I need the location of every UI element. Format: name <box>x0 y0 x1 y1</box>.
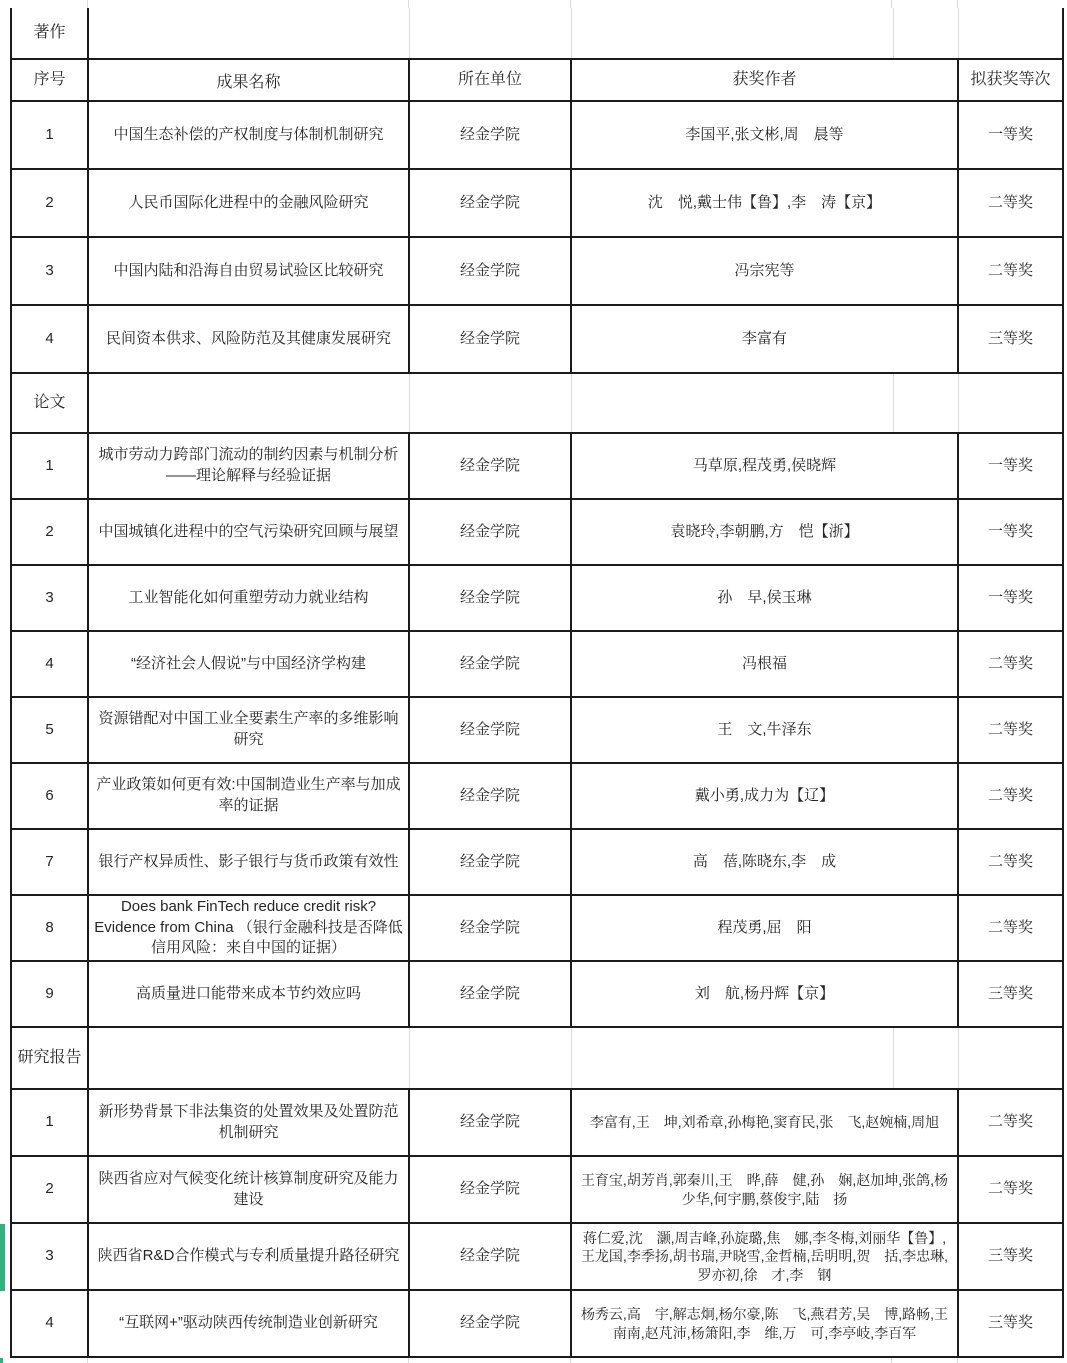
awards-table <box>10 8 1064 1358</box>
achievement-name: 陕西省R&D合作模式与专利质量提升路径研究 <box>89 1224 410 1289</box>
empty-cell <box>572 8 959 58</box>
row-index: 8 <box>12 896 89 960</box>
empty-cell <box>959 1028 1064 1088</box>
table-row <box>10 1224 1064 1291</box>
section-row-books <box>10 8 1064 60</box>
achievement-name: “互联网+”驱动陕西传统制造业创新研究 <box>89 1291 410 1356</box>
table-row <box>10 102 1064 170</box>
row-index: 1 <box>12 434 89 498</box>
section-row-reports <box>10 1028 1064 1090</box>
gridline <box>570 1358 571 1363</box>
authors: 杨秀云,高 宇,解志炯,杨尔豪,陈 飞,燕君芳,吴 博,路畅,王南南,赵芃沛,杨箫阳,李 维,万 可,李亭岐,李百军 <box>572 1291 959 1356</box>
header-unit: 所在单位 <box>410 60 572 100</box>
award-level: 三等奖 <box>959 962 1064 1026</box>
header-index: 序号 <box>12 60 89 100</box>
empty-cell <box>410 8 572 58</box>
award-level: 二等奖 <box>959 632 1064 696</box>
unit: 经金学院 <box>410 698 572 762</box>
achievement-name: 中国城镇化进程中的空气污染研究回顾与展望 <box>89 500 410 564</box>
empty-cell <box>572 374 959 432</box>
unit: 经金学院 <box>410 764 572 828</box>
table-row <box>10 306 1064 374</box>
gridline <box>893 8 894 58</box>
award-level: 二等奖 <box>959 830 1064 894</box>
authors: 冯根福 <box>572 632 959 696</box>
unit: 经金学院 <box>410 170 572 236</box>
achievement-name: Does bank FinTech reduce credit risk? Evidence from China （银行金融科技是否降低信用风险：来自中国的证据） <box>89 896 410 960</box>
unit: 经金学院 <box>410 632 572 696</box>
award-level: 二等奖 <box>959 1090 1064 1155</box>
authors: 王育宝,胡芳肖,郭秦川,王 晔,薛 健,孙 娴,赵加坤,张鸽,杨少华,何宇鹏,蔡俊宇,陆 扬 <box>572 1157 959 1222</box>
gridline <box>891 1358 892 1363</box>
section-label: 著作 <box>12 8 89 58</box>
authors: 王 文,牛泽东 <box>572 698 959 762</box>
unit: 经金学院 <box>410 238 572 304</box>
header-award: 拟获奖等次 <box>959 60 1064 100</box>
header-authors: 获奖作者 <box>572 60 959 100</box>
gridline <box>408 0 409 8</box>
table-row <box>10 170 1064 238</box>
gridline <box>891 0 892 8</box>
unit: 经金学院 <box>410 896 572 960</box>
award-level: 一等奖 <box>959 566 1064 630</box>
gridline <box>570 0 571 8</box>
unit: 经金学院 <box>410 306 572 372</box>
achievement-name: 资源错配对中国工业全要素生产率的多维影响研究 <box>89 698 410 762</box>
achievement-name: 高质量进口能带来成本节约效应吗 <box>89 962 410 1026</box>
achievement-name: 中国内陆和沿海自由贸易试验区比较研究 <box>89 238 410 304</box>
authors: 程茂勇,屈 阳 <box>572 896 959 960</box>
unit: 经金学院 <box>410 1224 572 1289</box>
award-level: 一等奖 <box>959 434 1064 498</box>
authors: 冯宗宪等 <box>572 238 959 304</box>
gridline <box>957 1358 958 1363</box>
authors: 孙 早,侯玉琳 <box>572 566 959 630</box>
award-level: 二等奖 <box>959 170 1064 236</box>
award-level: 一等奖 <box>959 500 1064 564</box>
table-row <box>10 764 1064 830</box>
row-index: 3 <box>12 1224 89 1289</box>
table-row <box>10 238 1064 306</box>
row-index: 5 <box>12 698 89 762</box>
achievement-name: “经济社会人假说”与中国经济学构建 <box>89 632 410 696</box>
table-row <box>10 962 1064 1028</box>
award-level: 一等奖 <box>959 102 1064 168</box>
achievement-name: 工业智能化如何重塑劳动力就业结构 <box>89 566 410 630</box>
unit: 经金学院 <box>410 434 572 498</box>
row-highlight-marker <box>0 1224 5 1291</box>
award-level: 三等奖 <box>959 1291 1064 1356</box>
unit: 经金学院 <box>410 1090 572 1155</box>
section-label: 研究报告 <box>12 1028 89 1088</box>
gridline <box>87 1358 88 1363</box>
gridline <box>893 374 894 432</box>
table-header-row <box>10 60 1064 102</box>
achievement-name: 银行产权异质性、影子银行与货币政策有效性 <box>89 830 410 894</box>
gridline <box>957 0 958 8</box>
row-index: 2 <box>12 1157 89 1222</box>
row-index: 1 <box>12 102 89 168</box>
unit: 经金学院 <box>410 1157 572 1222</box>
authors: 戴小勇,成力为【辽】 <box>572 764 959 828</box>
table-row <box>10 1090 1064 1157</box>
row-index: 4 <box>12 1291 89 1356</box>
empty-cell <box>959 8 1064 58</box>
achievement-name: 人民币国际化进程中的金融风险研究 <box>89 170 410 236</box>
award-level: 二等奖 <box>959 1157 1064 1222</box>
partial-grid-row-top <box>10 0 1064 8</box>
empty-cell <box>572 1028 959 1088</box>
empty-cell <box>410 374 572 432</box>
unit: 经金学院 <box>410 500 572 564</box>
section-row-papers <box>10 374 1064 434</box>
authors: 袁晓玲,李朝鹏,方 恺【浙】 <box>572 500 959 564</box>
table-row <box>10 566 1064 632</box>
empty-cell <box>89 8 410 58</box>
row-index: 9 <box>12 962 89 1026</box>
row-index: 3 <box>12 238 89 304</box>
table-row <box>10 698 1064 764</box>
table-row <box>10 434 1064 500</box>
achievement-name: 产业政策如何更有效:中国制造业生产率与加成率的证据 <box>89 764 410 828</box>
award-level: 二等奖 <box>959 698 1064 762</box>
row-index: 2 <box>12 170 89 236</box>
authors: 李富有,王 坤,刘希章,孙梅艳,窦育民,张 飞,赵婉楠,周旭 <box>572 1090 959 1155</box>
empty-cell <box>89 1028 410 1088</box>
header-name: 成果名称 <box>89 60 410 100</box>
row-index: 4 <box>12 306 89 372</box>
award-level: 三等奖 <box>959 1224 1064 1289</box>
table-row <box>10 896 1064 962</box>
authors: 刘 航,杨丹辉【京】 <box>572 962 959 1026</box>
authors: 沈 悦,戴士伟【鲁】,李 涛【京】 <box>572 170 959 236</box>
achievement-name: 城市劳动力跨部门流动的制约因素与机制分析——理论解释与经验证据 <box>89 434 410 498</box>
partial-grid-row-bottom <box>10 1358 1064 1363</box>
table-row <box>10 632 1064 698</box>
row-index: 2 <box>12 500 89 564</box>
award-level: 二等奖 <box>959 896 1064 960</box>
gridline <box>408 1358 409 1363</box>
table-row <box>10 1157 1064 1224</box>
row-index: 1 <box>12 1090 89 1155</box>
unit: 经金学院 <box>410 830 572 894</box>
gridline <box>893 1028 894 1088</box>
authors: 高 蓓,陈晓东,李 成 <box>572 830 959 894</box>
achievement-name: 新形势背景下非法集资的处置效果及处置防范机制研究 <box>89 1090 410 1155</box>
unit: 经金学院 <box>410 566 572 630</box>
award-level: 二等奖 <box>959 238 1064 304</box>
authors: 李国平,张文彬,周 晨等 <box>572 102 959 168</box>
unit: 经金学院 <box>410 102 572 168</box>
empty-cell <box>410 1028 572 1088</box>
table-row <box>10 500 1064 566</box>
achievement-name: 民间资本供求、风险防范及其健康发展研究 <box>89 306 410 372</box>
section-label: 论文 <box>12 374 89 432</box>
empty-cell <box>89 374 410 432</box>
row-index: 7 <box>12 830 89 894</box>
table-row <box>10 1291 1064 1358</box>
row-index: 6 <box>12 764 89 828</box>
row-index: 4 <box>12 632 89 696</box>
achievement-name: 陕西省应对气候变化统计核算制度研究及能力建设 <box>89 1157 410 1222</box>
authors: 李富有 <box>572 306 959 372</box>
authors: 马草原,程茂勇,侯晓辉 <box>572 434 959 498</box>
empty-cell <box>959 374 1064 432</box>
row-highlight-marker <box>0 1358 3 1363</box>
achievement-name: 中国生态补偿的产权制度与体制机制研究 <box>89 102 410 168</box>
award-level: 二等奖 <box>959 764 1064 828</box>
unit: 经金学院 <box>410 1291 572 1356</box>
award-level: 三等奖 <box>959 306 1064 372</box>
row-index: 3 <box>12 566 89 630</box>
unit: 经金学院 <box>410 962 572 1026</box>
authors: 蒋仁爱,沈 灏,周吉峰,孙旋璐,焦 娜,李冬梅,刘丽华【鲁】,王龙国,李季扬,胡书瑞,尹晓雪,金哲楠,岳明明,贺 括,李忠琳,罗亦初,徐 才,李 钢 <box>572 1224 959 1289</box>
gridline <box>87 0 88 8</box>
table-row <box>10 830 1064 896</box>
